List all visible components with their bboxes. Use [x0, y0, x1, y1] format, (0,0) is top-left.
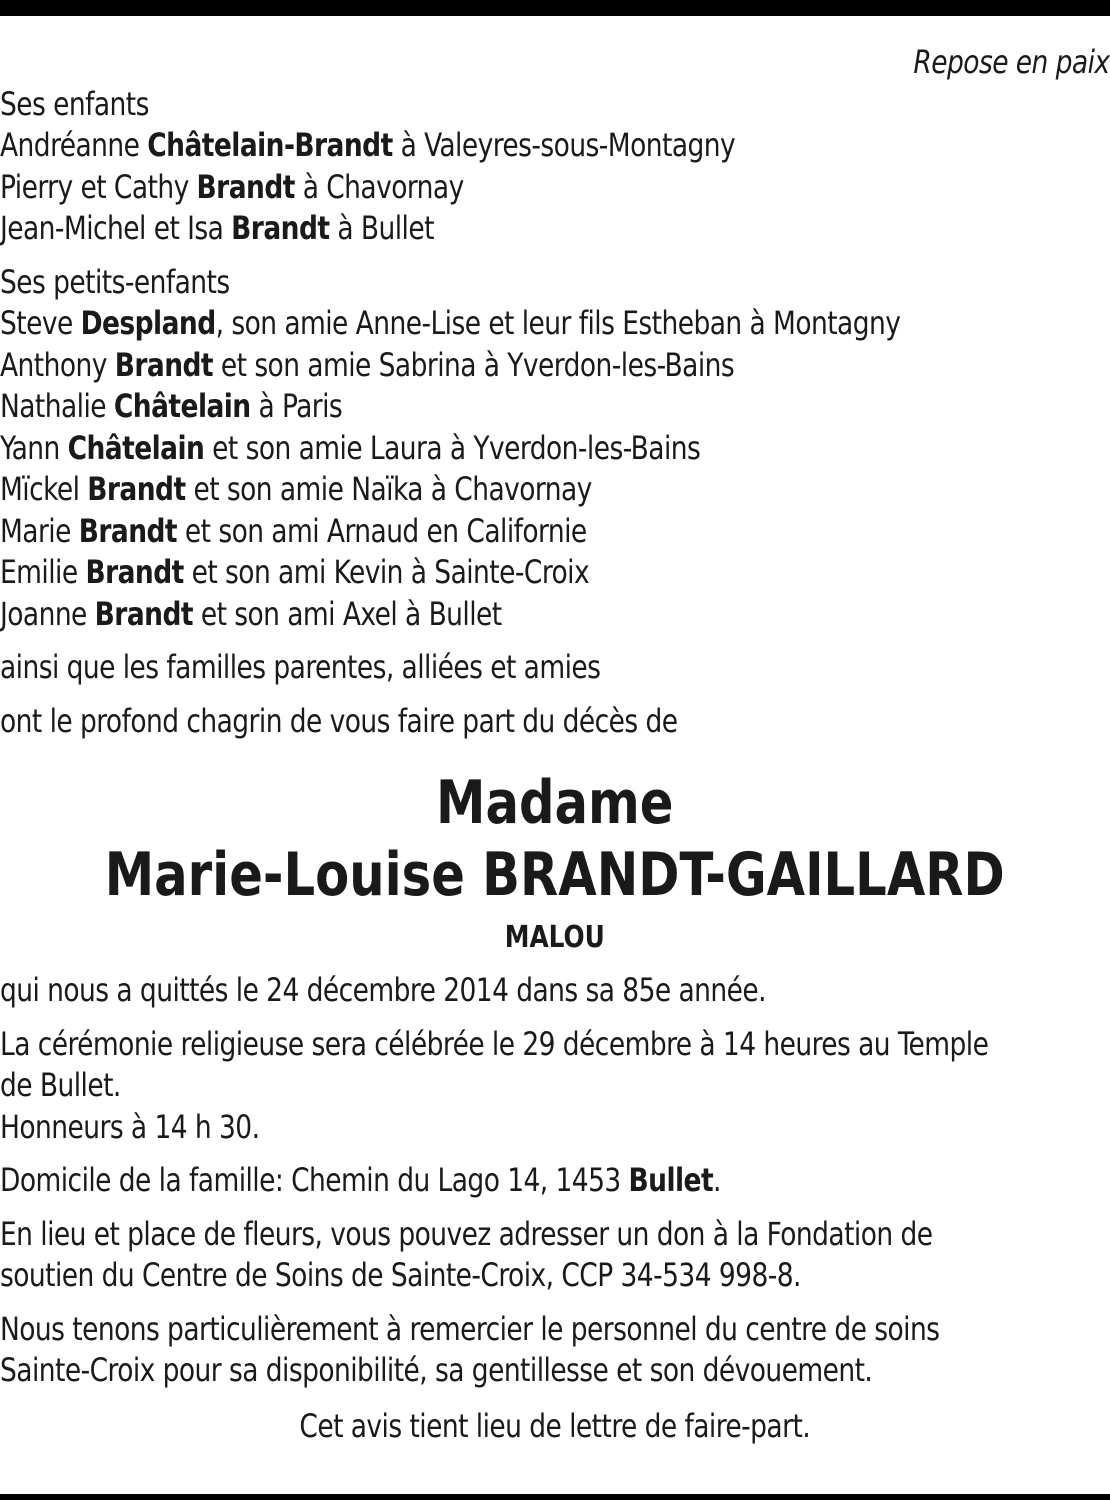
- grandchildren-heading: Ses petits-enfants: [0, 262, 230, 301]
- thanks-line: Nous tenons particulièrement à remercier le personnel du centre de soins: [0, 1309, 940, 1348]
- ceremony-line: de Bullet.: [0, 1066, 121, 1104]
- grandchild-entry: Joanne Brandt et son ami Axel à Bullet: [0, 594, 502, 633]
- nickname: MALOU: [504, 920, 605, 955]
- top-rule: [0, 0, 1110, 16]
- donation-line: soutien du Centre de Soins de Sainte-Croix, CCP 34-534 998-8.: [0, 1256, 801, 1294]
- thanks-line: Sainte-Croix pour sa disponibilité, sa gentillesse et son dévouement.: [0, 1351, 873, 1389]
- bottom-rule: [0, 1494, 1110, 1500]
- passing-line: qui nous a quittés le 24 décembre 2014 dans sa 85e année.: [0, 971, 767, 1009]
- ceremony-line: La cérémonie religieuse sera célébrée le 29 décembre à 14 heures au Temple: [0, 1024, 989, 1063]
- child-entry: Andréanne Châtelain-Brandt à Valeyres-sous-Montagny: [0, 126, 736, 164]
- grandchild-entry: Yann Châtelain et son amie Laura à Yverdon-les-Bains: [0, 428, 701, 467]
- child-entry: Jean-Michel et Isa Brandt à Bullet: [0, 209, 434, 247]
- grandchild-entry: Steve Despland, son amie Anne-Lise et leur fils Estheban à Montagny: [0, 304, 901, 342]
- grandchild-entry: Emilie Brandt et son ami Kevin à Sainte-Croix: [0, 553, 590, 591]
- announce-line: ont le profond chagrin de vous faire part du décès de: [0, 701, 678, 740]
- domicile-line: Domicile de la famille: Chemin du Lago 14, 1453 Bullet.: [0, 1161, 721, 1199]
- grandchild-entry: Anthony Brandt et son amie Sabrina à Yverdon-les-Bains: [0, 345, 735, 384]
- child-entry: Pierry et Cathy Brandt à Chavornay: [0, 167, 464, 206]
- grandchild-entry: Marie Brandt et son ami Arnaud en Californie: [0, 511, 587, 550]
- children-heading: Ses enfants: [0, 84, 149, 123]
- families-line: ainsi que les familles parentes, alliées et amies: [0, 648, 601, 686]
- deceased-name: Marie-Louise BRANDT-GAILLARD: [104, 840, 1005, 910]
- grandchild-entry: Mïckel Brandt et son amie Naïka à Chavornay: [0, 470, 592, 508]
- salutation: Madame: [436, 768, 674, 838]
- footer-note: Cet avis tient lieu de lettre de faire-part.: [299, 1406, 811, 1445]
- donation-line: En lieu et place de fleurs, vous pouvez adresser un don à la Fondation de: [0, 1214, 933, 1253]
- epigraph: Repose en paix: [913, 43, 1110, 81]
- honours-line: Honneurs à 14 h 30.: [0, 1107, 260, 1146]
- obituary-body: [0, 42, 1110, 1447]
- grandchild-entry: Nathalie Châtelain à Paris: [0, 387, 343, 425]
